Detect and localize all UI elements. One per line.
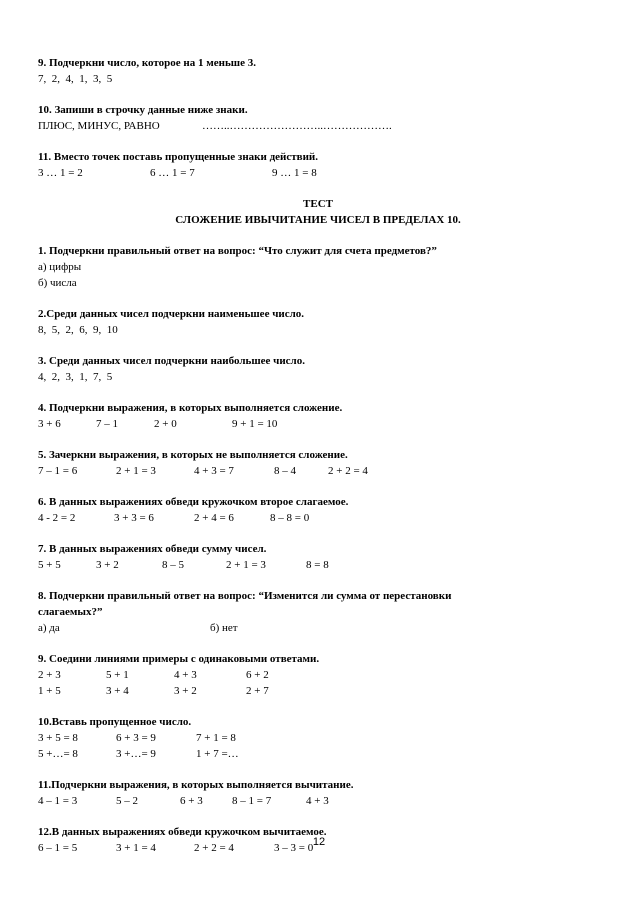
expression: 3 + 5 = 8 bbox=[38, 732, 78, 744]
expression: 5 +…= 8 bbox=[38, 748, 78, 760]
question-text: 12.В данных выражениях обведи кружочком вычитаемое. bbox=[38, 826, 327, 838]
expression: 2 + 3 bbox=[38, 669, 61, 681]
expression: 4 + 3 = 7 bbox=[194, 465, 234, 477]
question-text: 9. Подчеркни число, которое на 1 меньше 3. bbox=[38, 57, 256, 69]
answer-row bbox=[38, 730, 598, 746]
answer-option: а) цифры bbox=[38, 261, 82, 273]
expression: 1 + 7 =… bbox=[196, 748, 239, 760]
expression: 8 – 1 = 7 bbox=[232, 795, 272, 807]
answer-row bbox=[38, 667, 598, 683]
pre-question-11 bbox=[38, 149, 598, 181]
expression: 3 + 6 bbox=[38, 418, 61, 430]
question-3 bbox=[38, 353, 598, 385]
question-text: 6. В данных выражениях обведи кружочком второе слагаемое. bbox=[38, 496, 349, 508]
answer-option: б) числа bbox=[38, 277, 77, 289]
answer-item: ……..……………………..………………. bbox=[202, 120, 392, 132]
expression: 7 + 1 = 8 bbox=[196, 732, 236, 744]
question-5 bbox=[38, 447, 598, 479]
question-text: 4. Подчеркни выражения, в которых выполняется сложение. bbox=[38, 402, 343, 414]
question-8 bbox=[38, 588, 598, 636]
answer-line: 4, 2, 3, 1, 7, 5 bbox=[38, 371, 113, 383]
pre-question-9 bbox=[38, 55, 598, 87]
expression: 5 + 1 bbox=[106, 669, 129, 681]
answer-item: 6 … 1 = 7 bbox=[150, 167, 195, 179]
expression: 3 – 3 = 0 bbox=[274, 842, 314, 854]
question-text: 9. Соедини линиями примеры с одинаковыми ответами. bbox=[38, 653, 320, 665]
question-text: 8. Подчеркни правильный ответ на вопрос: “Изменится ли сумма от перестановки bbox=[38, 590, 452, 602]
expression: 9 + 1 = 10 bbox=[232, 418, 278, 430]
question-text: 11.Подчеркни выражения, в которых выполняется вычитание. bbox=[38, 779, 354, 791]
expression: 6 + 3 bbox=[180, 795, 203, 807]
answer-line: 7, 2, 4, 1, 3, 5 bbox=[38, 73, 113, 85]
question-6 bbox=[38, 494, 598, 526]
question-text-continued: слагаемых?” bbox=[38, 606, 103, 618]
expression: 7 – 1 bbox=[96, 418, 118, 430]
expression: 3 + 2 bbox=[174, 685, 197, 697]
expression: 2 + 2 = 4 bbox=[328, 465, 368, 477]
question-11 bbox=[38, 777, 598, 809]
expression: 5 – 2 bbox=[116, 795, 138, 807]
question-text: 11. Вместо точек поставь пропущенные знаки действий. bbox=[38, 151, 319, 163]
expression: 6 + 2 bbox=[246, 669, 269, 681]
expression: 2 + 0 bbox=[154, 418, 177, 430]
answer-item: 3 … 1 = 2 bbox=[38, 167, 83, 179]
document-page bbox=[38, 55, 598, 856]
question-text: 5. Зачеркни выражения, в которых не выполняется сложение. bbox=[38, 449, 348, 461]
question-text: 3. Среди данных чисел подчеркни наибольшее число. bbox=[38, 355, 305, 367]
expression: 8 = 8 bbox=[306, 559, 329, 571]
answer-row bbox=[38, 510, 598, 526]
expression: 5 + 5 bbox=[38, 559, 61, 571]
expression: 3 + 3 = 6 bbox=[114, 512, 154, 524]
answer-option: а) да bbox=[38, 622, 60, 634]
answer-row bbox=[38, 620, 598, 636]
question-text: 2.Среди данных чисел подчеркни наименьшее число. bbox=[38, 308, 305, 320]
expression: 2 + 1 = 3 bbox=[226, 559, 266, 571]
answer-row bbox=[38, 165, 598, 181]
answer-item: ПЛЮС, МИНУС, РАВНО bbox=[38, 120, 160, 132]
expression: 8 – 5 bbox=[162, 559, 184, 571]
answer-row bbox=[38, 557, 598, 573]
question-text: 1. Подчеркни правильный ответ на вопрос: “Что служит для счета предметов?” bbox=[38, 245, 437, 257]
answer-row bbox=[38, 463, 598, 479]
expression: 8 – 4 bbox=[274, 465, 296, 477]
answer-row bbox=[38, 746, 598, 762]
expression: 8 – 8 = 0 bbox=[270, 512, 310, 524]
expression: 4 – 1 = 3 bbox=[38, 795, 78, 807]
answer-row bbox=[38, 118, 598, 134]
expression: 2 + 2 = 4 bbox=[194, 842, 234, 854]
expression: 2 + 7 bbox=[246, 685, 269, 697]
question-9 bbox=[38, 651, 598, 699]
expression: 6 – 1 = 5 bbox=[38, 842, 78, 854]
question-10 bbox=[38, 714, 598, 762]
expression: 4 - 2 = 2 bbox=[38, 512, 76, 524]
expression: 3 + 1 = 4 bbox=[116, 842, 156, 854]
question-text: 10.Вставь пропущенное число. bbox=[38, 716, 192, 728]
question-text: 10. Запиши в строчку данные ниже знаки. bbox=[38, 104, 248, 116]
expression: 7 – 1 = 6 bbox=[38, 465, 78, 477]
expression: 2 + 1 = 3 bbox=[116, 465, 156, 477]
expression: 4 + 3 bbox=[174, 669, 197, 681]
answer-row bbox=[38, 416, 598, 432]
page-number: 12 bbox=[312, 836, 326, 848]
answer-row bbox=[38, 793, 598, 809]
expression: 2 + 4 = 6 bbox=[194, 512, 234, 524]
expression: 4 + 3 bbox=[306, 795, 329, 807]
answer-line: 8, 5, 2, 6, 9, 10 bbox=[38, 324, 118, 336]
expression: 3 +…= 9 bbox=[116, 748, 156, 760]
question-2 bbox=[38, 306, 598, 338]
question-7 bbox=[38, 541, 598, 573]
answer-row bbox=[38, 683, 598, 699]
answer-option: б) нет bbox=[210, 622, 238, 634]
question-text: 7. В данных выражениях обведи сумму чисел. bbox=[38, 543, 267, 555]
answer-item: 9 … 1 = 8 bbox=[272, 167, 317, 179]
question-1 bbox=[38, 243, 598, 291]
expression: 6 + 3 = 9 bbox=[116, 732, 156, 744]
test-subtitle: СЛОЖЕНИЕ ИВЫЧИТАНИЕ ЧИСЕЛ В ПРЕДЕЛАХ 10. bbox=[175, 214, 461, 226]
pre-question-10 bbox=[38, 102, 598, 134]
expression: 3 + 4 bbox=[106, 685, 129, 697]
expression: 1 + 5 bbox=[38, 685, 61, 697]
expression: 3 + 2 bbox=[96, 559, 119, 571]
test-title: ТЕСТ bbox=[303, 198, 333, 210]
question-4 bbox=[38, 400, 598, 432]
